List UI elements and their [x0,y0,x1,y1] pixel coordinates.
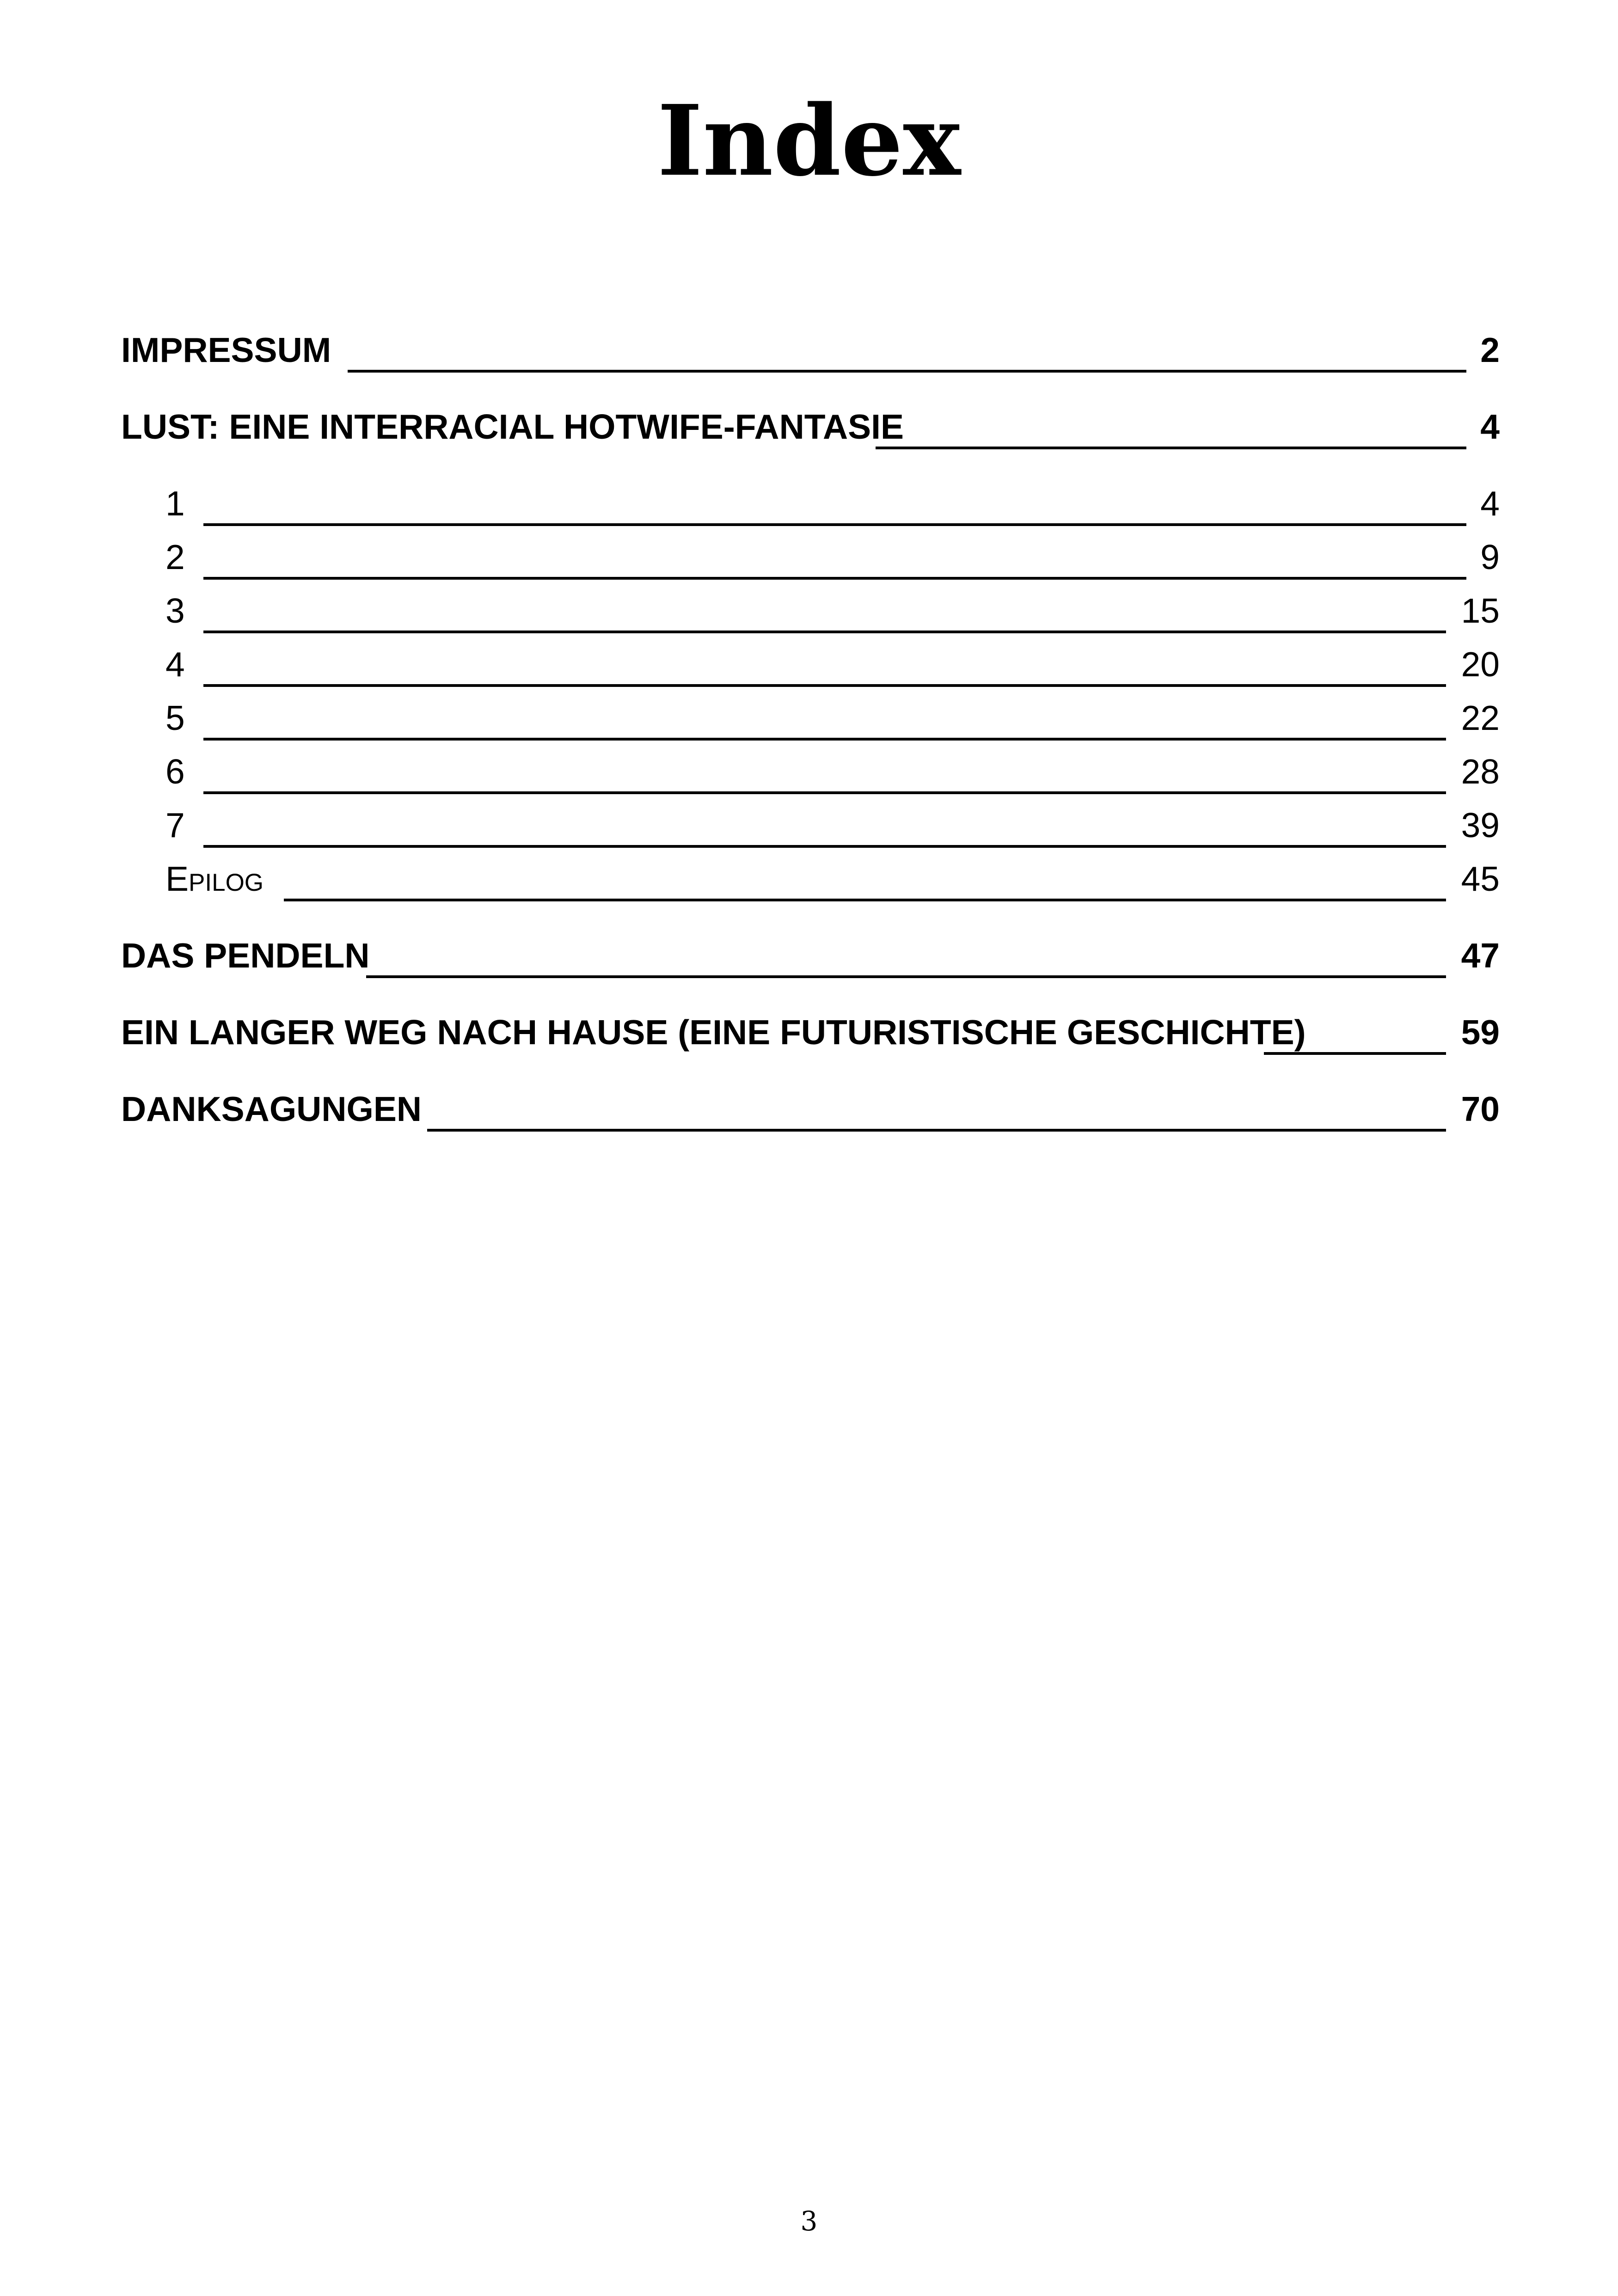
toc-leader-line [284,899,1446,901]
page-title: Index [657,84,961,198]
toc-entry-das-pendeln[interactable] [121,938,1500,985]
toc-entry-epilog[interactable] [121,859,1500,908]
toc-entry-label: IMPRESSUM [121,331,331,369]
toc-entry-page: 15 [1461,591,1500,630]
toc-leader-line [203,791,1446,794]
toc-entry-page: 47 [1461,936,1500,975]
toc-entry-page: 59 [1461,1013,1500,1052]
toc-leader-line [203,738,1446,741]
toc-leader-line [366,975,1446,978]
toc-entry-label: 6 [165,752,185,791]
toc-entry-chapter-4[interactable] [121,647,1500,693]
toc-entry-impressum[interactable] [121,333,1500,379]
toc-entry-chapter-6[interactable] [121,754,1500,801]
toc-entry-page: 20 [1461,645,1500,684]
toc-entry-lust[interactable] [121,407,1500,456]
toc-entry-label: 3 [165,591,185,630]
toc-leader-line [203,684,1446,687]
toc-entry-page: 4 [1480,484,1500,523]
toc-entry-label: LUST: EINE INTERRACIAL HOTWIFE-FANTASIE [121,407,904,446]
toc-entry-page: 28 [1461,752,1500,791]
toc-entry-page: 45 [1461,859,1500,898]
toc-entry-page: 39 [1461,806,1500,845]
page-number: 3 [800,2205,818,2237]
toc-entry-page: 22 [1461,698,1500,737]
toc-entry-chapter-3[interactable] [121,591,1500,640]
toc-entry-label: 1 [165,484,185,523]
toc-leader-line [348,370,1466,373]
toc-entry-label: 2 [165,538,185,576]
toc-entry-chapter-5[interactable] [121,698,1500,747]
toc-entry-label: DANKSAGUNGEN [121,1090,422,1128]
toc-leader-line [203,523,1466,526]
toc-entry-chapter-1[interactable] [121,486,1500,533]
toc-entry-langer-weg[interactable] [121,1015,1500,1061]
toc-entry-page: 2 [1480,331,1500,369]
toc-entry-danksagungen[interactable] [121,1092,1500,1138]
toc-leader-line [203,845,1446,848]
toc-leader-line [427,1129,1446,1132]
toc-entry-chapter-7[interactable] [121,808,1500,854]
toc-leader-line [876,447,1466,449]
toc-entry-page: 70 [1461,1090,1500,1128]
toc-entry-label: 5 [165,698,185,737]
toc-leader-line [1264,1052,1446,1055]
toc-entry-chapter-2[interactable] [121,540,1500,586]
toc-entry-label: Epilog [165,859,264,898]
toc-entry-label: 4 [165,645,185,684]
toc-entry-page: 9 [1480,538,1500,576]
toc-leader-line [203,631,1446,633]
toc-entry-page: 4 [1480,407,1500,446]
toc-entry-label: EIN LANGER WEG NACH HAUSE (EINE FUTURISTISCHE GESCHICHTE) [121,1013,1306,1052]
toc-leader-line [203,577,1466,580]
toc-entry-label: 7 [165,806,185,845]
toc-entry-label: DAS PENDELN [121,936,370,975]
